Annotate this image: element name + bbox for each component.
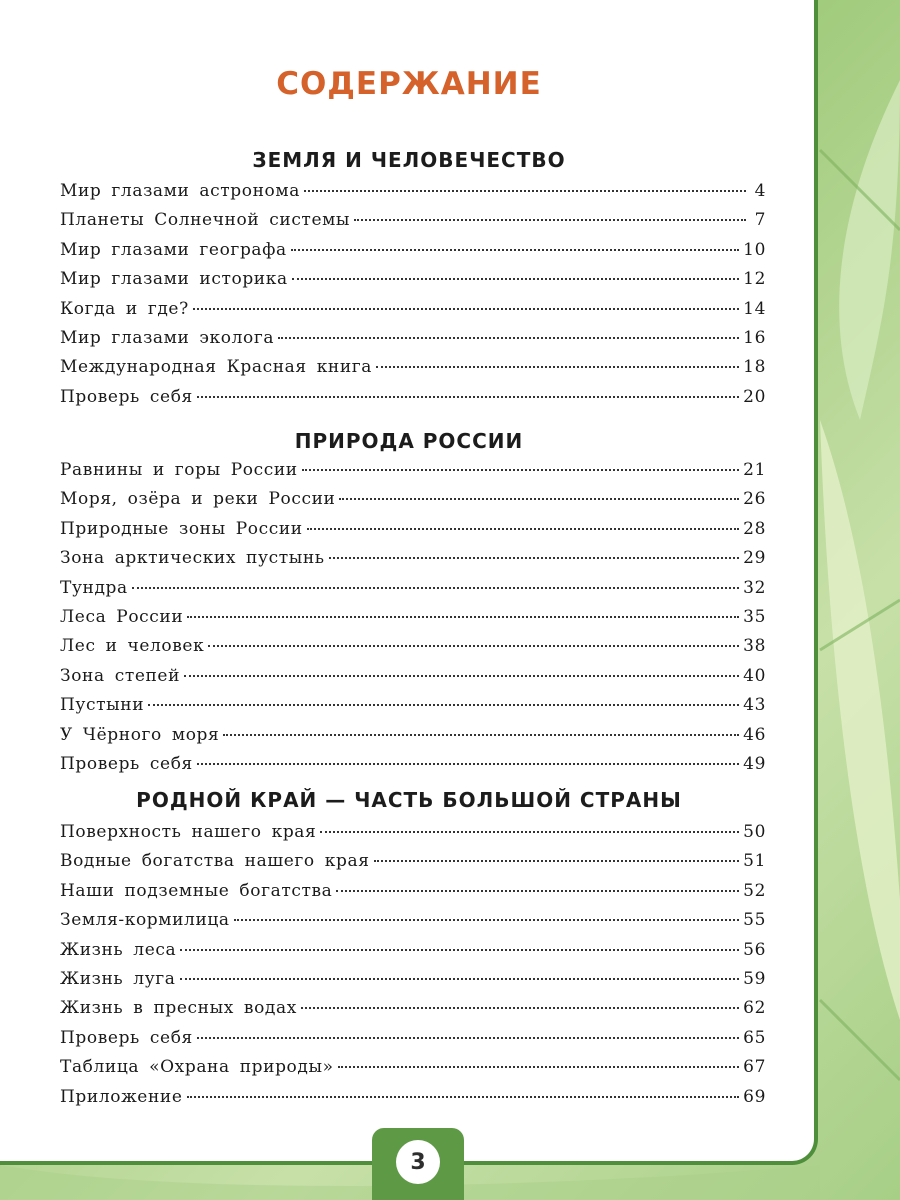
dot-leader xyxy=(291,249,739,251)
toc-entry-title: Жизнь луга xyxy=(60,968,176,989)
toc-entry[interactable] xyxy=(60,666,766,695)
toc-entry[interactable] xyxy=(60,725,766,754)
dot-leader xyxy=(234,919,740,921)
section-heading-nature-of-russia: ПРИРОДА РОССИИ xyxy=(294,429,524,453)
toc-entry-title: Тундра xyxy=(60,577,128,598)
section-heading-native-land: РОДНОЙ КРАЙ — ЧАСТЬ БОЛЬШОЙ СТРАНЫ xyxy=(136,788,682,812)
toc-entry[interactable] xyxy=(60,940,766,969)
toc-entry[interactable] xyxy=(60,328,766,357)
toc-entry-page: 51 xyxy=(743,851,766,872)
toc-entry[interactable] xyxy=(60,695,766,724)
dot-leader xyxy=(329,557,740,559)
dot-leader xyxy=(148,704,739,706)
page-number: 3 xyxy=(396,1140,440,1184)
toc-entry[interactable] xyxy=(60,1057,766,1086)
toc-entry[interactable] xyxy=(60,1028,766,1057)
toc-entry-title: Мир глазами географа xyxy=(60,239,287,260)
dot-leader xyxy=(336,890,739,892)
dot-leader xyxy=(223,734,739,736)
dot-leader xyxy=(193,308,739,310)
toc-entry[interactable] xyxy=(60,548,766,577)
toc-entry[interactable] xyxy=(60,1087,766,1116)
toc-entry-page: 52 xyxy=(743,880,766,901)
toc-entry-page: 18 xyxy=(743,357,766,378)
toc-entry-page: 50 xyxy=(743,822,766,842)
dot-leader xyxy=(208,645,739,647)
toc-entry[interactable] xyxy=(60,822,766,851)
dot-leader xyxy=(180,978,740,980)
toc-entry-page: 35 xyxy=(743,606,766,627)
toc-entry-page: 14 xyxy=(743,298,766,319)
dot-leader xyxy=(376,366,739,368)
toc-entry-title: Жизнь леса xyxy=(60,939,177,960)
page-number-tab xyxy=(372,1128,464,1200)
dot-leader xyxy=(320,831,739,833)
toc-entry-page: 10 xyxy=(743,239,766,260)
toc-entry-page: 38 xyxy=(743,636,766,657)
toc-entry[interactable] xyxy=(60,881,766,910)
toc-entry[interactable] xyxy=(60,851,766,880)
dot-leader xyxy=(187,616,739,618)
toc-entry[interactable] xyxy=(60,607,766,636)
toc-entry-page: 67 xyxy=(743,1057,766,1078)
toc-entry-page: 29 xyxy=(743,548,766,569)
toc-entry-page: 16 xyxy=(743,327,766,348)
toc-entry-page: 55 xyxy=(743,910,766,931)
toc-entry-page: 65 xyxy=(743,1027,766,1048)
toc-entry[interactable] xyxy=(60,578,766,607)
toc-entry[interactable] xyxy=(60,969,766,998)
toc-entry-page: 21 xyxy=(743,460,766,480)
dot-leader xyxy=(292,278,739,280)
toc-entry[interactable] xyxy=(60,387,766,416)
toc-entry-page: 49 xyxy=(743,753,766,774)
toc-entry[interactable] xyxy=(60,210,766,239)
toc-entry-title: Мир глазами эколога xyxy=(60,327,275,348)
toc-entry-title: Равнины и горы России xyxy=(60,460,298,480)
toc-entry-title: Жизнь в пресных водах xyxy=(60,998,297,1019)
toc-entry[interactable] xyxy=(60,998,766,1027)
toc-entry-page: 32 xyxy=(743,577,766,598)
toc-entry-page: 43 xyxy=(743,695,766,716)
toc-entry[interactable] xyxy=(60,754,766,783)
toc-entry-title: Мир глазами астронома xyxy=(60,181,300,201)
toc-entry[interactable] xyxy=(60,489,766,518)
toc-entry-title: Проверь себя xyxy=(60,1027,193,1048)
toc-entry-page: 12 xyxy=(743,269,766,290)
dot-leader xyxy=(132,587,739,589)
toc-list-native-land xyxy=(60,822,766,1116)
dot-leader xyxy=(197,1037,739,1039)
toc-entry[interactable] xyxy=(60,269,766,298)
toc-entry-title: Проверь себя xyxy=(60,386,193,407)
dot-leader xyxy=(338,1066,740,1068)
toc-entry-page: 62 xyxy=(743,998,766,1019)
toc-list-earth-and-humanity xyxy=(60,181,766,416)
dot-leader xyxy=(180,949,739,951)
toc-entry-title: У Чёрного моря xyxy=(60,724,220,745)
dot-leader xyxy=(302,469,739,471)
toc-entry-page: 26 xyxy=(743,489,766,510)
toc-entry-title: Леса России xyxy=(60,606,184,627)
dot-leader xyxy=(304,190,746,192)
toc-entry-title: Приложение xyxy=(60,1086,183,1107)
toc-entry[interactable] xyxy=(60,519,766,548)
toc-entry-title: Водные богатства нашего края xyxy=(60,851,370,872)
toc-entry-page: 7 xyxy=(754,210,766,231)
toc-entry-title: Когда и где? xyxy=(60,298,189,319)
toc-entry-title: Зона степей xyxy=(60,665,181,686)
page-title: СОДЕРЖАНИЕ xyxy=(276,66,542,102)
dot-leader xyxy=(184,675,739,677)
dot-leader xyxy=(278,337,739,339)
toc-entry-title: Пустыни xyxy=(60,695,145,716)
toc-entry[interactable] xyxy=(60,299,766,328)
toc-entry[interactable] xyxy=(60,357,766,386)
toc-entry-page: 69 xyxy=(743,1086,766,1107)
toc-entry[interactable] xyxy=(60,460,766,489)
toc-entry-page: 40 xyxy=(743,665,766,686)
toc-entry-page: 46 xyxy=(743,724,766,745)
toc-entry-title: Поверхность нашего края xyxy=(60,822,317,842)
toc-entry-page: 20 xyxy=(743,386,766,407)
section-heading-earth-and-humanity: ЗЕМЛЯ И ЧЕЛОВЕЧЕСТВО xyxy=(252,148,566,172)
dot-leader xyxy=(197,763,739,765)
toc-entry-title: Природные зоны России xyxy=(60,518,303,539)
toc-entry-title: Планеты Солнечной системы xyxy=(60,210,351,231)
toc-entry-title: Проверь себя xyxy=(60,753,193,774)
toc-list-nature-of-russia xyxy=(60,460,766,783)
toc-entry-title: Наши подземные богатства xyxy=(60,880,333,901)
dot-leader xyxy=(307,528,739,530)
toc-entry[interactable] xyxy=(60,636,766,665)
toc-entry-title: Таблица «Охрана природы» xyxy=(60,1057,334,1078)
toc-entry[interactable] xyxy=(60,181,766,210)
dot-leader xyxy=(339,498,739,500)
toc-entry-title: Мир глазами историка xyxy=(60,269,288,290)
toc-entry-title: Зона арктических пустынь xyxy=(60,548,325,569)
dot-leader xyxy=(301,1007,739,1009)
dot-leader xyxy=(187,1096,740,1098)
toc-entry-page: 4 xyxy=(754,181,766,201)
toc-entry-title: Международная Красная книга xyxy=(60,357,373,378)
toc-entry[interactable] xyxy=(60,240,766,269)
toc-entry-page: 59 xyxy=(743,968,766,989)
toc-entry-page: 28 xyxy=(743,518,766,539)
toc-entry-title: Земля-кормилица xyxy=(60,910,230,931)
toc-entry-title: Лес и человек xyxy=(60,636,205,657)
dot-leader xyxy=(374,860,740,862)
toc-entry-page: 56 xyxy=(743,939,766,960)
toc-entry-title: Моря, озёра и реки России xyxy=(60,489,336,510)
toc-entry[interactable] xyxy=(60,910,766,939)
dot-leader xyxy=(197,396,739,398)
dot-leader xyxy=(354,219,746,221)
